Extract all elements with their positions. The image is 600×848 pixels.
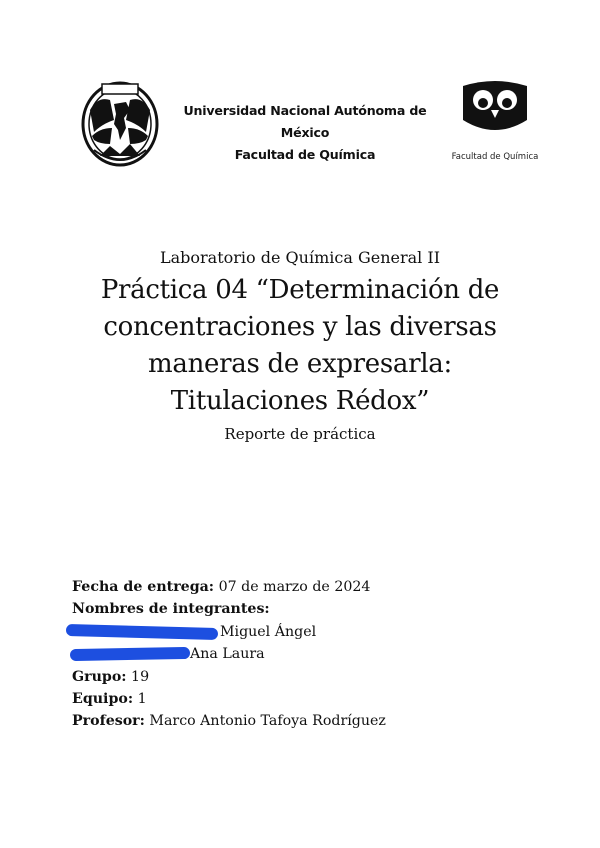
members-row xyxy=(72,598,532,620)
title-line: Titulaciones Rédox” xyxy=(170,386,430,416)
member-2-name: Ana Laura xyxy=(190,646,265,663)
date-row xyxy=(72,576,532,598)
header-institution xyxy=(168,100,442,166)
group-label: Grupo: xyxy=(72,668,127,685)
professor-value: Marco Antonio Tafoya Rodríguez xyxy=(149,713,386,730)
lab-name: Laboratorio de Química General II xyxy=(159,248,441,267)
university-name: Universidad Nacional Autónoma de México xyxy=(183,103,427,140)
faculty-owl-logo xyxy=(455,80,535,136)
report-subtitle: Reporte de práctica xyxy=(224,425,376,443)
team-value: 1 xyxy=(137,691,147,708)
professor-row xyxy=(72,710,532,732)
team-label: Equipo: xyxy=(72,691,134,708)
date-value: 07 de marzo de 2024 xyxy=(218,579,371,595)
title-line: Práctica 04 “Determinación de xyxy=(100,275,500,305)
practice-title xyxy=(60,272,540,420)
group-row xyxy=(72,666,532,688)
group-value: 19 xyxy=(131,668,150,685)
date-label: Fecha de entrega: xyxy=(72,579,215,595)
team-row xyxy=(72,688,532,710)
report-info xyxy=(72,576,532,733)
title-line: maneras de expresarla: xyxy=(148,349,452,379)
member-1-name: Miguel Ángel xyxy=(220,623,317,640)
members-label: Nombres de integrantes: xyxy=(72,601,270,618)
logo-caption: Facultad de Química xyxy=(451,152,539,162)
redaction-mark xyxy=(70,647,190,661)
title-line: concentraciones y las diversas xyxy=(103,312,497,342)
unam-seal-logo xyxy=(80,80,160,168)
professor-label: Profesor: xyxy=(72,713,145,730)
faculty-name: Facultad de Química xyxy=(234,147,376,162)
